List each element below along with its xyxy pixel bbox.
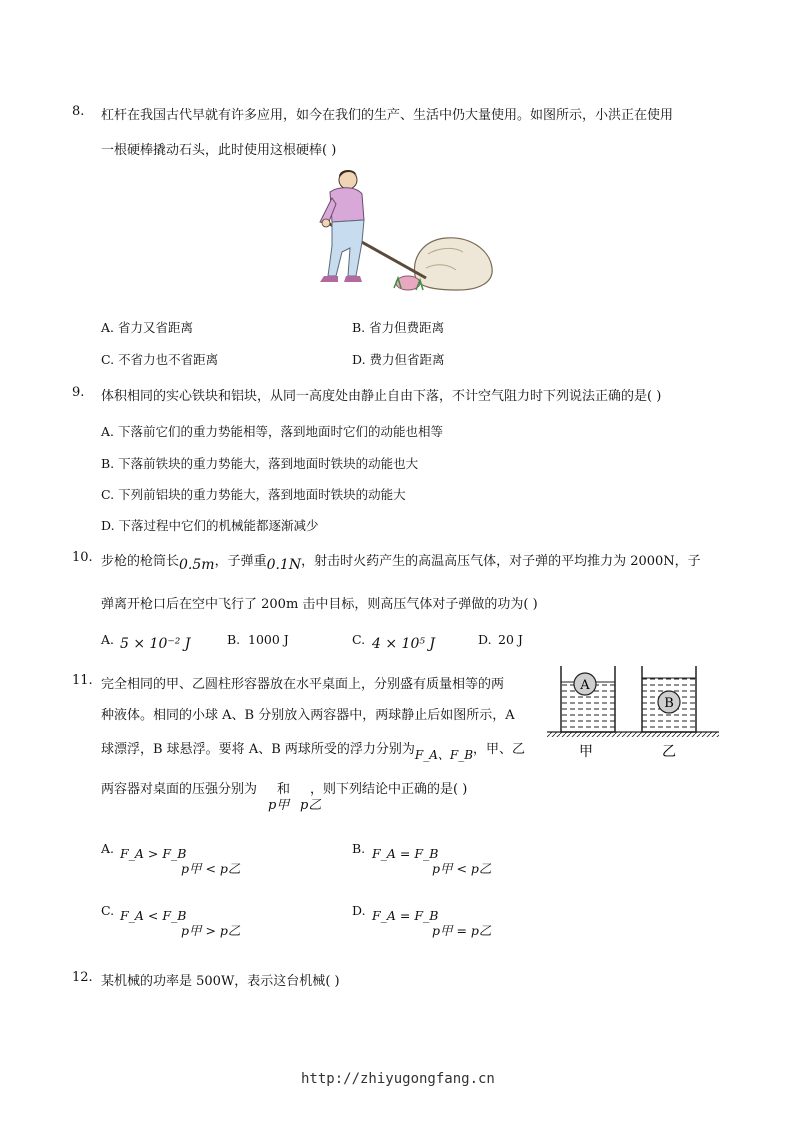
q9-option-b: B. 下落前铁块的重力势能大，落到地面时铁块的动能也大 xyxy=(101,456,419,471)
q11-option-d-force: F_A = F_B xyxy=(372,908,439,923)
containers-figure xyxy=(545,664,720,762)
man-pants xyxy=(328,220,364,276)
q12-stem xyxy=(101,970,340,989)
q11-option-a-label: A. xyxy=(101,841,115,856)
footer-url[interactable]: http://zhiyugongfang.cn xyxy=(301,1071,495,1087)
q9-stem xyxy=(101,385,661,404)
rock-shape xyxy=(415,238,493,290)
q10-stem-text: 弹离开枪口后在空中飞行了 200m 击中目标，则高压气体对子弹做的功为 xyxy=(101,597,524,612)
q10-option-d: 20 J xyxy=(498,632,523,647)
label-yi: 乙 xyxy=(662,744,676,760)
q10-stem-line1 xyxy=(101,550,701,573)
q11-option-d-label: D. xyxy=(352,903,366,918)
lever-illustration xyxy=(298,168,498,296)
q8-answer-paren: ( ) xyxy=(322,143,337,158)
q8-option-b: B. 省力但费距离 xyxy=(352,320,445,335)
q9-option-a: A. 下落前它们的重力势能相等，落到地面时它们的动能也相等 xyxy=(101,424,443,439)
q10-option-a-label: A. xyxy=(101,632,115,647)
q8-option-a: A. 省力又省距离 xyxy=(101,320,193,335)
q11-p-yi: p乙 xyxy=(300,798,322,813)
ball-b-label: B xyxy=(664,696,674,711)
q11-option-b-label: B. xyxy=(352,841,366,856)
q10-option-a: 5 × 10⁻² J xyxy=(120,636,191,652)
q11-stem-part3: 球漂浮，B 球悬浮。要将 A、B 两球所受的浮力分别为 xyxy=(101,742,415,757)
q8-stem-text: 一根硬棒撬动石头，此时使用这根硬棒 xyxy=(101,143,323,158)
q11-stem-part3b: ，甲、乙 xyxy=(473,742,526,757)
q9-option-c: C. 下列前铝块的重力势能大，落到地面时铁块的动能大 xyxy=(101,487,406,502)
q11-stem-part4b: ，则下列结论中正确的是 xyxy=(310,782,454,797)
q12-number: 12. xyxy=(72,970,93,985)
q10-stem-part3: ，射击时火药产生的高温高压气体，对子弹的平均推力为 2000N，子 xyxy=(301,554,701,569)
q11-option-c-pressure: p甲 > p乙 xyxy=(181,923,241,938)
q11-option-d-pressure: p甲 = p乙 xyxy=(432,923,492,938)
q11-stem-line1: 完全相同的甲、乙圆柱形容器放在水平桌面上，分别盛有质量相等的两 xyxy=(101,677,505,692)
q10-weight-value: 0.1N xyxy=(266,557,302,573)
q8-number: 8. xyxy=(72,104,85,119)
q10-option-d-label: D. xyxy=(478,632,492,647)
q10-stem-part1: 步枪的枪筒长 xyxy=(101,554,180,569)
table-hatch xyxy=(547,732,719,737)
q11-option-b-pressure: p甲 < p乙 xyxy=(432,861,492,876)
q11-option-c-force: F_A < F_B xyxy=(120,908,187,923)
q10-length-value: 0.5m xyxy=(179,557,215,573)
q8-option-d: D. 费力但省距离 xyxy=(352,352,445,367)
q9-option-d: D. 下落过程中它们的机械能都逐渐减少 xyxy=(101,518,319,533)
q11-forces: F_A、F_B xyxy=(414,748,474,762)
q11-p-jia: p甲 xyxy=(268,798,290,813)
q8-option-c: C. 不省力也不省距离 xyxy=(101,352,219,367)
q10-option-b-label: B. xyxy=(227,632,241,647)
q11-and: 和 xyxy=(277,782,291,797)
q11-number: 11. xyxy=(72,673,93,688)
q11-answer-paren: ( ) xyxy=(453,782,468,797)
q11-stem-line2: 种液体。相同的小球 A、B 分别放入两容器中，两球静止后如图所示，A xyxy=(101,708,515,723)
q10-stem-line2 xyxy=(101,593,538,612)
q11-stem-part4: 两容器对桌面的压强分别为 xyxy=(101,782,258,797)
q10-number: 10. xyxy=(72,550,93,565)
q12-stem-text: 某机械的功率是 500W，表示这台机械 xyxy=(101,974,326,989)
q8-stem-line1: 杠杆在我国古代早就有许多应用，如今在我们的生产、生活中仍大量使用。如图所示，小洪正在使用 xyxy=(101,108,674,123)
q10-option-b: 1000 J xyxy=(248,632,289,647)
q11-stem-line3 xyxy=(101,738,526,762)
q9-stem-text: 体积相同的实心铁块和铝块，从同一高度处由静止自由下落，不计空气阻力时下列说法正确的是 xyxy=(101,389,648,404)
label-jia: 甲 xyxy=(579,744,593,760)
q9-number: 9. xyxy=(72,385,85,400)
q9-answer-paren: ( ) xyxy=(647,389,662,404)
q12-answer-paren: ( ) xyxy=(325,974,340,989)
q8-stem-line2 xyxy=(101,139,336,158)
ball-a-label: A xyxy=(580,678,590,693)
q11-option-a-force: F_A > F_B xyxy=(120,846,187,861)
q11-option-b-force: F_A = F_B xyxy=(372,846,439,861)
q10-option-c-label: C. xyxy=(352,632,366,647)
q11-option-a-pressure: p甲 < p乙 xyxy=(181,861,241,876)
q10-option-c: 4 × 10⁵ J xyxy=(372,636,436,652)
q11-option-c-label: C. xyxy=(101,903,115,918)
q10-answer-paren: ( ) xyxy=(523,597,538,612)
q10-stem-part2: ，子弹重 xyxy=(214,554,267,569)
